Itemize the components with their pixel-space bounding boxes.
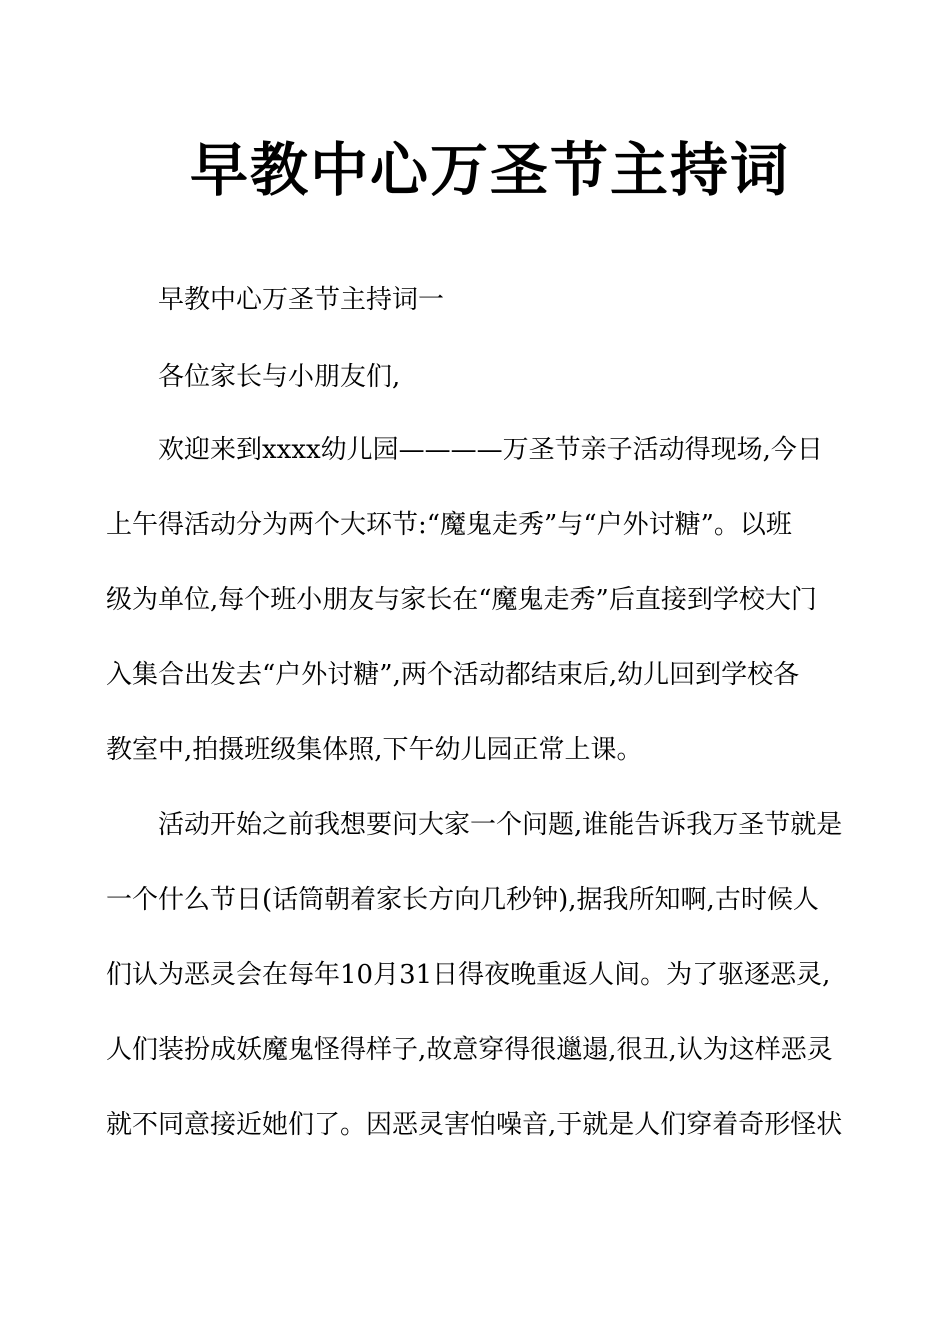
subtitle-line: 早教中心万圣节主持词一 <box>158 285 445 315</box>
greeting-line: 各位家长与小朋友们, <box>158 362 401 392</box>
paragraph-line: 人们装扮成妖魔鬼怪得样子,故意穿得很邋遢,很丑,认为这样恶灵 <box>106 1035 833 1065</box>
paragraph-line: 就不同意接近她们了。因恶灵害怕噪音,于就是人们穿着奇形怪状 <box>106 1110 843 1140</box>
paragraph-line: 级为单位,每个班小朋友与家长在“魔鬼走秀”后直接到学校大门 <box>106 585 817 615</box>
document-title: 早教中心万圣节主持词 <box>189 136 790 204</box>
paragraph-line: 欢迎来到xxxx幼儿园————万圣节亲子活动得现场,今日 <box>158 435 823 465</box>
paragraph-line: 教室中,拍摄班级集体照,下午幼儿园正常上课。 <box>106 735 643 765</box>
paragraph-line: 一个什么节日(话筒朝着家长方向几秒钟),据我所知啊,古时候人 <box>106 885 819 915</box>
paragraph-line: 上午得活动分为两个大环节:“魔鬼走秀”与“户外讨糖”。以班 <box>106 510 792 540</box>
paragraph-line: 活动开始之前我想要问大家一个问题,谁能告诉我万圣节就是 <box>158 810 843 840</box>
paragraph-line: 们认为恶灵会在每年10月31日得夜晚重返人间。为了驱逐恶灵, <box>106 960 831 990</box>
paragraph-line: 入集合出发去“户外讨糖”,两个活动都结束后,幼儿回到学校各 <box>106 660 800 690</box>
